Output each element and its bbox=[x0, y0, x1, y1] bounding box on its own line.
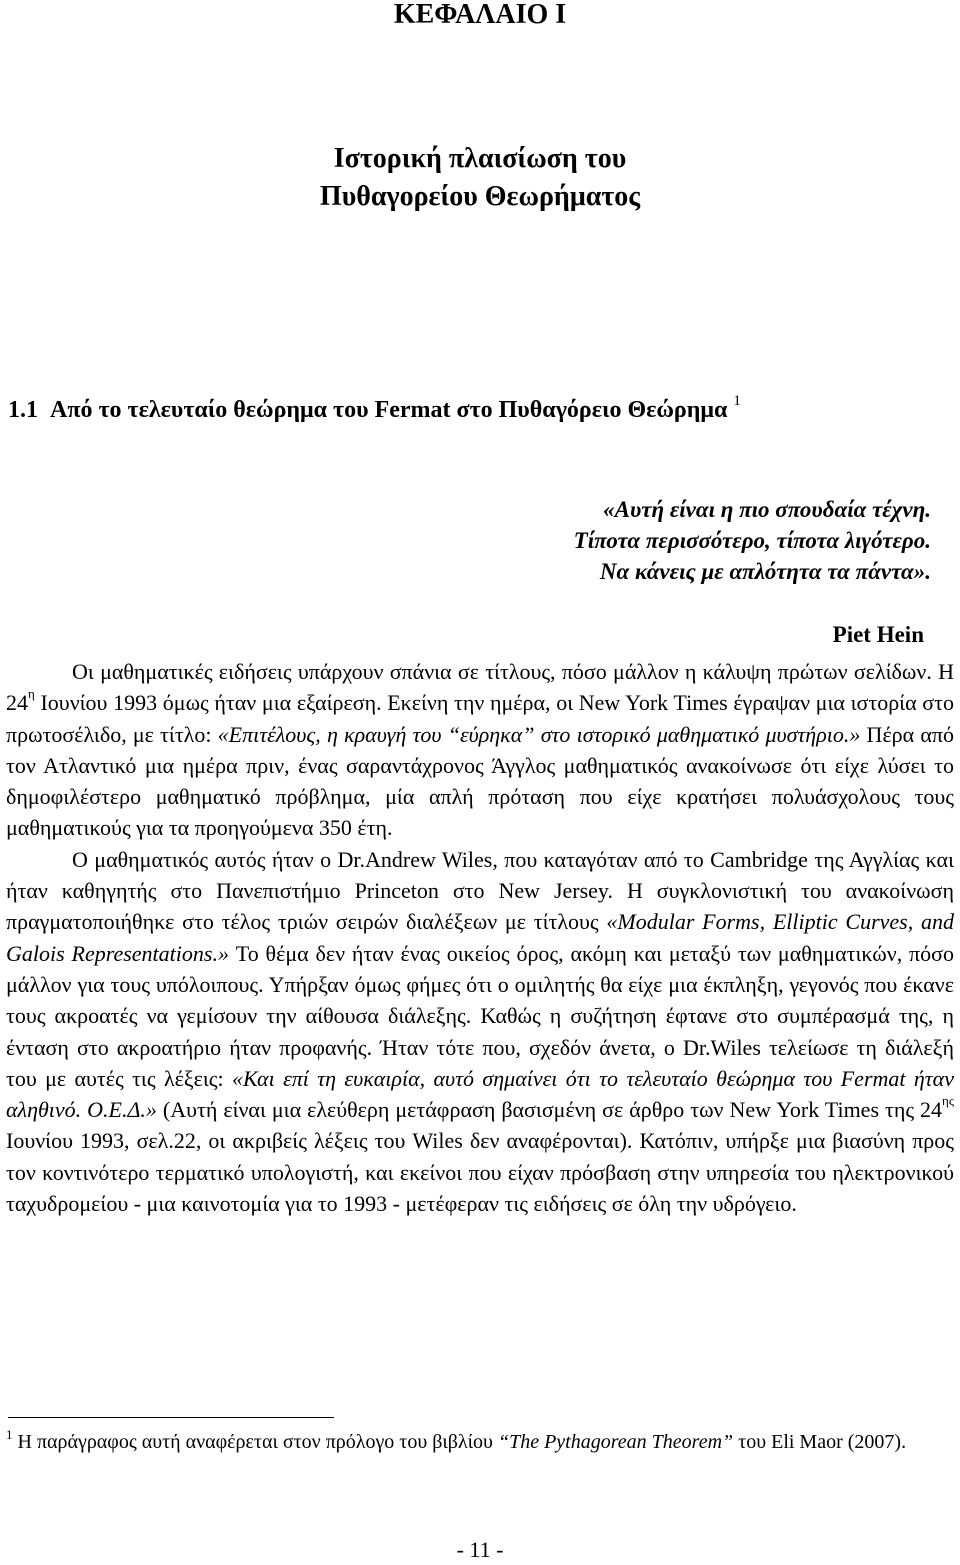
chapter-title: ΚΕΦΑΛΑΙΟ Ι bbox=[393, 0, 567, 30]
footnote-separator bbox=[8, 1417, 334, 1418]
footnote-text-b: του Eli Maor (2007). bbox=[733, 1431, 907, 1453]
chapter-subtitle bbox=[0, 140, 960, 216]
paragraph-2-text-a: Ο μαθηματικός αυτός ήταν ο Dr.Andrew Wiles, που καταγόταν από το Cambridge της Αγγλίας και ήταν καθηγητής στο Πανεπιστήμιο Princeton στο New Jersey. Η συγκλονιστική του ανακοίνωση πραγματοποιήθηκε στο τέλος τριών σειρών διαλέξεων με τίτλους bbox=[6, 846, 954, 935]
paragraph-2-text-d: Ιουνίου 1993, σελ.22, οι ακριβείς λέξεις του Wiles δεν αναφέρονται). Κατόπιν, υπήρξε μια βιασύνη προς τον κοντινότερο τερματικό υπολογιστή, και εκείνοι που είχαν πρόσβαση στην υπηρεσία του ηλεκτρονικού ταχυδρομείου - μια καινοτομία για το 1993 - μετέφεραν τις ειδήσεις σε όλη την υδρόγειο. bbox=[6, 1128, 954, 1217]
section-heading bbox=[8, 393, 948, 427]
ordinal-superscript: η bbox=[28, 686, 35, 702]
section-number: 1.1 bbox=[8, 397, 38, 423]
paragraph-1-text-a: Οι μαθηματικές ειδήσεις υπάρχουν σπάνια σε τίτλους, πόσο μάλλον η κάλυψη πρώτων σελίδων. Η 24 bbox=[6, 659, 954, 716]
epigraph-author: Piet Hein bbox=[832, 622, 924, 647]
section-title: Από το τελευταίο θεώρημα του Fermat στο Πυθαγόρειο Θεώρημα bbox=[50, 397, 728, 423]
paragraph-1-text-b: Ιουνίου 1993 όμως ήταν μια εξαίρεση. Εκείνη την ημέρα, οι New York Times έγραψαν μια ιστορία στο πρωτοσέλιδο, με τίτλο: bbox=[6, 690, 954, 747]
ordinal-superscript: ης bbox=[942, 1093, 954, 1109]
footnote-number: 1 bbox=[6, 1427, 13, 1442]
epigraph bbox=[231, 494, 931, 587]
epigraph-line-1: «Αυτή είναι η πιο σπουδαία τέχνη. bbox=[603, 497, 931, 522]
footnote-text-a: Η παράγραφος αυτή αναφέρεται στον πρόλογο του βιβλίου bbox=[12, 1431, 498, 1453]
page-number: - 11 - bbox=[456, 1537, 504, 1562]
nyt-headline-quote: «Επιτέλους, η κραυγή του “εύρηκα” στο ιστορικό μαθηματικό μυστήριο.» bbox=[217, 721, 861, 747]
epigraph-line-3: Να κάνεις με απλότητα τα πάντα». bbox=[599, 559, 931, 584]
epigraph-line-2: Τίποτα περισσότερο, τίποτα λιγότερο. bbox=[573, 528, 931, 553]
book-title: “The Pythagorean Theorem” bbox=[497, 1431, 734, 1453]
lecture-title: «Modular Forms, Elliptic Curves, and Galois Representations.» bbox=[6, 909, 954, 966]
subtitle-line-1: Ιστορική πλαισίωση του bbox=[333, 143, 627, 174]
paragraph-2-text-c: (Αυτή είναι μια ελεύθερη μετάφραση βασισμένη σε άρθρο των New York Times της 24 bbox=[156, 1097, 943, 1123]
footnote bbox=[6, 1428, 954, 1457]
paragraph-2-text-b: Το θέμα δεν ήταν ένας οικείος όρος, ακόμη και μεταξύ των μαθηματικών, πόσο μάλλον για τους υπόλοιπους. Υπήρξαν όμως φήμες ότι ο ομιλητής θα είχε μια έκπληξη, γεγονός που έκανε τους ακροατές να γεμίσουν την αίθουσα διάλεξης. Καθώς η συζήτηση έφτανε στο συμπέρασμά της, η ένταση στο ακροατήριο ήταν προφανής. Ήταν τότε που, σχεδόν άνετα, ο Dr.Wiles τελείωσε τη διάλεξή του με αυτές τις λέξεις: bbox=[6, 940, 954, 1091]
subtitle-line-2: Πυθαγορείου Θεωρήματος bbox=[319, 181, 641, 212]
paragraph-1 bbox=[6, 656, 954, 844]
wiles-closing-quote: «Και επί τη ευκαιρία, αυτό σημαίνει ότι το τελευταίο θεώρημα του Fermat ήταν αληθινό. Ο.Ε.Δ.» bbox=[6, 1065, 954, 1123]
paragraph-2 bbox=[6, 844, 954, 1220]
paragraph-1-text-c: Πέρα από τον Ατλαντικό μια ημέρα πριν, ένας σαραντάχρονος Άγγλος μαθηματικός ανακοίνωσε ότι είχε λύσει το δημοφιλέστερο μαθηματικό πρόβλημα, μία απλή πρόταση που είχε κρατήσει πολυάσχολους τους μαθηματικούς για τα προηγούμενα 350 έτη. bbox=[6, 721, 954, 841]
footnote-reference[interactable]: 1 bbox=[733, 393, 741, 409]
body-text bbox=[6, 656, 954, 1219]
